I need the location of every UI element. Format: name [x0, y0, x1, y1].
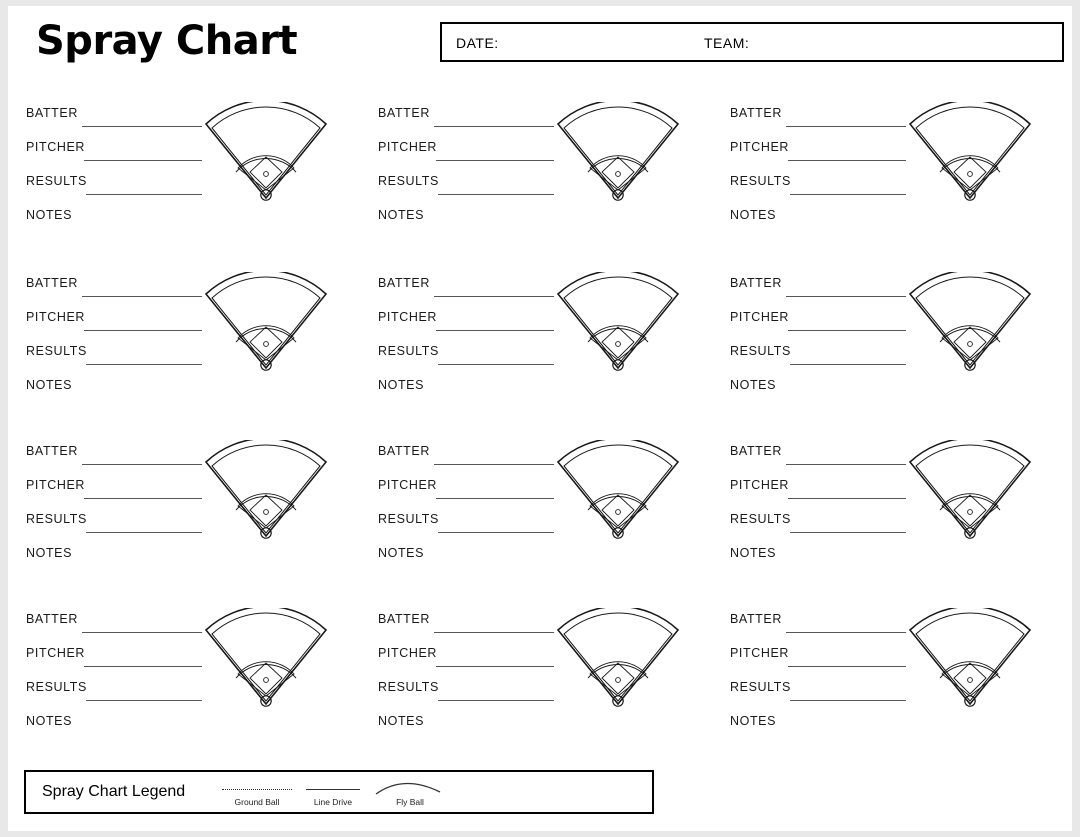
pitcher-write-line[interactable]	[84, 160, 202, 161]
batter-label: BATTER	[378, 106, 430, 120]
pitcher-write-line[interactable]	[436, 498, 554, 499]
baseball-diamond-icon[interactable]	[200, 272, 340, 376]
baseball-diamond-icon[interactable]	[200, 102, 340, 206]
legend-caption-line-drive: Line Drive	[313, 797, 353, 807]
batter-field[interactable]	[378, 100, 578, 134]
entry-labels	[730, 438, 930, 574]
results-write-line[interactable]	[438, 700, 554, 701]
pitcher-label: PITCHER	[378, 478, 438, 492]
notes-field[interactable]	[378, 708, 578, 742]
pitcher-write-line[interactable]	[788, 160, 906, 161]
notes-label: NOTES	[378, 378, 425, 392]
batter-label: BATTER	[730, 276, 782, 290]
notes-field[interactable]	[26, 372, 226, 406]
pitcher-field[interactable]	[378, 640, 578, 674]
notes-field[interactable]	[378, 202, 578, 236]
batter-field[interactable]	[730, 270, 930, 304]
baseball-diamond-icon[interactable]	[904, 272, 1044, 376]
results-write-line[interactable]	[86, 532, 202, 533]
notes-label: NOTES	[26, 714, 73, 728]
notes-label: NOTES	[26, 378, 73, 392]
results-field[interactable]	[378, 506, 578, 540]
entry-cell	[360, 438, 712, 606]
results-label: RESULTS	[378, 344, 439, 358]
legend-item-ground-ball	[222, 778, 292, 807]
pitcher-write-line[interactable]	[788, 330, 906, 331]
pitcher-field[interactable]	[378, 472, 578, 506]
legend-box	[24, 770, 654, 814]
entry-labels	[378, 438, 578, 574]
entry-cell	[360, 270, 712, 438]
legend-title: Spray Chart Legend	[42, 783, 186, 800]
legend-caption-ground-ball: Ground Ball	[234, 797, 280, 807]
batter-label: BATTER	[378, 444, 430, 458]
notes-field[interactable]	[26, 540, 226, 574]
notes-field[interactable]	[26, 708, 226, 742]
pitcher-label: PITCHER	[378, 140, 438, 154]
results-field[interactable]	[730, 168, 930, 202]
entry-labels	[730, 270, 930, 406]
batter-write-line[interactable]	[434, 464, 554, 465]
notes-label: NOTES	[730, 714, 777, 728]
results-field[interactable]	[730, 674, 930, 708]
line-drive-icon	[302, 778, 364, 796]
date-field-label[interactable]: DATE:	[456, 35, 499, 51]
pitcher-write-line[interactable]	[436, 666, 554, 667]
results-label: RESULTS	[730, 174, 791, 188]
batter-label: BATTER	[730, 444, 782, 458]
page-title: Spray Chart	[36, 18, 298, 64]
results-label: RESULTS	[730, 680, 791, 694]
entry-cell	[8, 100, 360, 268]
notes-field[interactable]	[730, 372, 930, 406]
notes-field[interactable]	[378, 540, 578, 574]
notes-label: NOTES	[730, 208, 777, 222]
batter-label: BATTER	[378, 612, 430, 626]
entry-cell	[712, 100, 1064, 268]
pitcher-field[interactable]	[378, 134, 578, 168]
pitcher-field[interactable]	[730, 304, 930, 338]
pitcher-label: PITCHER	[730, 310, 790, 324]
batter-write-line[interactable]	[82, 464, 202, 465]
pitcher-write-line[interactable]	[788, 666, 906, 667]
baseball-diamond-icon[interactable]	[200, 608, 340, 712]
notes-field[interactable]	[730, 202, 930, 236]
notes-label: NOTES	[26, 208, 73, 222]
pitcher-write-line[interactable]	[84, 666, 202, 667]
batter-write-line[interactable]	[82, 126, 202, 127]
pitcher-write-line[interactable]	[788, 498, 906, 499]
batter-write-line[interactable]	[786, 632, 906, 633]
notes-label: NOTES	[730, 546, 777, 560]
pitcher-field[interactable]	[730, 640, 930, 674]
results-write-line[interactable]	[86, 364, 202, 365]
entry-labels	[26, 270, 226, 406]
notes-label: NOTES	[378, 714, 425, 728]
batter-write-line[interactable]	[434, 632, 554, 633]
entry-cell	[360, 100, 712, 268]
pitcher-field[interactable]	[26, 134, 226, 168]
baseball-diamond-icon[interactable]	[552, 272, 692, 376]
batter-field[interactable]	[378, 270, 578, 304]
page-header	[8, 6, 1072, 84]
batter-write-line[interactable]	[786, 464, 906, 465]
batter-write-line[interactable]	[82, 632, 202, 633]
results-write-line[interactable]	[86, 700, 202, 701]
batter-field[interactable]	[730, 438, 930, 472]
pitcher-label: PITCHER	[730, 646, 790, 660]
entry-labels	[26, 100, 226, 236]
pitcher-field[interactable]	[26, 472, 226, 506]
baseball-diamond-icon[interactable]	[552, 102, 692, 206]
batter-field[interactable]	[26, 606, 226, 640]
batter-label: BATTER	[730, 106, 782, 120]
results-label: RESULTS	[26, 680, 87, 694]
notes-field[interactable]	[730, 540, 930, 574]
pitcher-label: PITCHER	[730, 140, 790, 154]
results-label: RESULTS	[26, 344, 87, 358]
pitcher-label: PITCHER	[26, 646, 86, 660]
legend-item-line-drive	[302, 778, 364, 807]
batter-field[interactable]	[26, 438, 226, 472]
batter-field[interactable]	[378, 438, 578, 472]
pitcher-label: PITCHER	[378, 310, 438, 324]
team-field-label[interactable]: TEAM:	[704, 35, 750, 51]
results-field[interactable]	[730, 506, 930, 540]
results-field[interactable]	[26, 168, 226, 202]
baseball-diamond-icon[interactable]	[904, 440, 1044, 544]
pitcher-write-line[interactable]	[84, 498, 202, 499]
batter-field[interactable]	[730, 606, 930, 640]
results-field[interactable]	[26, 506, 226, 540]
notes-label: NOTES	[26, 546, 73, 560]
entry-labels	[378, 100, 578, 236]
batter-label: BATTER	[378, 276, 430, 290]
ground-ball-icon	[222, 778, 292, 796]
pitcher-label: PITCHER	[26, 310, 86, 324]
entry-labels	[378, 270, 578, 406]
batter-write-line[interactable]	[786, 126, 906, 127]
date-team-box	[440, 22, 1064, 62]
results-write-line[interactable]	[86, 194, 202, 195]
pitcher-write-line[interactable]	[436, 330, 554, 331]
notes-label: NOTES	[378, 546, 425, 560]
results-write-line[interactable]	[790, 364, 906, 365]
results-field[interactable]	[378, 674, 578, 708]
entry-labels	[26, 606, 226, 742]
legend-item-fly-ball	[374, 778, 446, 807]
pitcher-field[interactable]	[730, 472, 930, 506]
entry-cell	[360, 606, 712, 774]
baseball-diamond-icon[interactable]	[552, 608, 692, 712]
batter-label: BATTER	[26, 444, 78, 458]
pitcher-label: PITCHER	[26, 478, 86, 492]
batter-write-line[interactable]	[82, 296, 202, 297]
results-write-line[interactable]	[438, 194, 554, 195]
batter-label: BATTER	[26, 106, 78, 120]
fly-ball-icon	[374, 778, 446, 796]
legend-caption-fly-ball: Fly Ball	[396, 797, 424, 807]
batter-field[interactable]	[26, 270, 226, 304]
results-field[interactable]	[378, 338, 578, 372]
notes-label: NOTES	[378, 208, 425, 222]
results-field[interactable]	[26, 338, 226, 372]
baseball-diamond-icon[interactable]	[904, 608, 1044, 712]
notes-field[interactable]	[26, 202, 226, 236]
entry-labels	[26, 438, 226, 574]
batter-field[interactable]	[26, 100, 226, 134]
results-write-line[interactable]	[790, 532, 906, 533]
results-label: RESULTS	[730, 512, 791, 526]
batter-write-line[interactable]	[434, 126, 554, 127]
spray-chart-page	[8, 6, 1072, 831]
results-label: RESULTS	[378, 174, 439, 188]
baseball-diamond-icon[interactable]	[552, 440, 692, 544]
results-write-line[interactable]	[790, 700, 906, 701]
batter-write-line[interactable]	[786, 296, 906, 297]
results-field[interactable]	[26, 674, 226, 708]
results-label: RESULTS	[26, 512, 87, 526]
notes-field[interactable]	[378, 372, 578, 406]
notes-label: NOTES	[730, 378, 777, 392]
entry-labels	[730, 606, 930, 742]
notes-field[interactable]	[730, 708, 930, 742]
results-write-line[interactable]	[438, 364, 554, 365]
entry-cell	[712, 606, 1064, 774]
results-write-line[interactable]	[438, 532, 554, 533]
batter-label: BATTER	[730, 612, 782, 626]
baseball-diamond-icon[interactable]	[200, 440, 340, 544]
results-field[interactable]	[378, 168, 578, 202]
pitcher-field[interactable]	[730, 134, 930, 168]
pitcher-label: PITCHER	[730, 478, 790, 492]
batter-write-line[interactable]	[434, 296, 554, 297]
pitcher-field[interactable]	[378, 304, 578, 338]
batter-field[interactable]	[730, 100, 930, 134]
batter-label: BATTER	[26, 612, 78, 626]
entry-cell	[712, 270, 1064, 438]
batter-label: BATTER	[26, 276, 78, 290]
pitcher-label: PITCHER	[26, 140, 86, 154]
pitcher-field[interactable]	[26, 304, 226, 338]
entry-cell	[712, 438, 1064, 606]
entry-labels	[730, 100, 930, 236]
pitcher-label: PITCHER	[378, 646, 438, 660]
entry-cell	[8, 606, 360, 774]
results-write-line[interactable]	[790, 194, 906, 195]
pitcher-write-line[interactable]	[84, 330, 202, 331]
batter-field[interactable]	[378, 606, 578, 640]
results-field[interactable]	[730, 338, 930, 372]
entry-cell	[8, 270, 360, 438]
pitcher-field[interactable]	[26, 640, 226, 674]
results-label: RESULTS	[378, 512, 439, 526]
pitcher-write-line[interactable]	[436, 160, 554, 161]
entry-labels	[378, 606, 578, 742]
entry-cell	[8, 438, 360, 606]
results-label: RESULTS	[378, 680, 439, 694]
baseball-diamond-icon[interactable]	[904, 102, 1044, 206]
results-label: RESULTS	[730, 344, 791, 358]
results-label: RESULTS	[26, 174, 87, 188]
